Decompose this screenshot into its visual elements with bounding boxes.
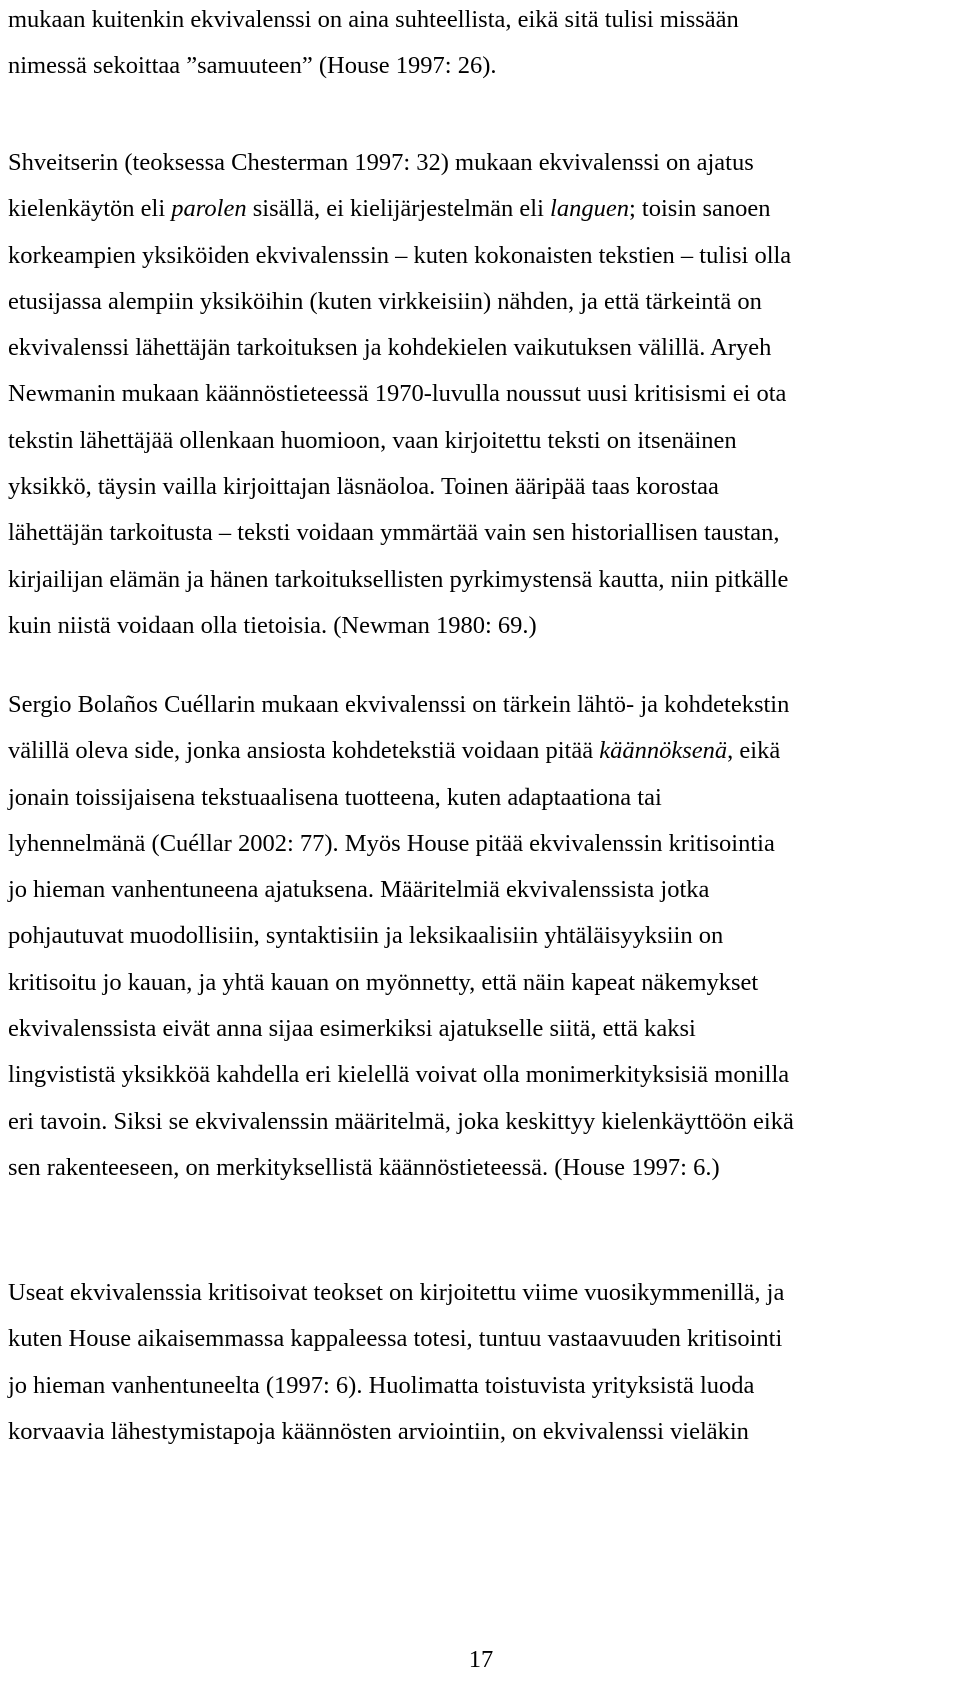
text-run: , eikä xyxy=(727,737,781,765)
text-line xyxy=(8,603,791,649)
text-run: korvaavia lähestymistapoja käännösten arviointiin, on ekvivalenssi vieläkin xyxy=(8,1417,749,1445)
text-run: jo hieman vanhentuneena ajatuksena. Määritelmiä ekvivalenssista jotka xyxy=(8,876,710,904)
text-run: jo hieman vanhentuneelta (1997: 6). Huolimatta toistuvista yrityksistä luoda xyxy=(8,1371,755,1399)
text-run: sen rakenteeseen, on merkityksellistä käännöstieteessä. (House 1997: 6.) xyxy=(8,1153,720,1181)
paragraph-3 xyxy=(8,682,794,1191)
italic-term: languen xyxy=(550,195,629,223)
text-line xyxy=(8,775,794,821)
text-line xyxy=(8,960,794,1006)
italic-term: parolen xyxy=(171,195,247,223)
text-line xyxy=(8,1363,784,1409)
text-line xyxy=(8,186,791,232)
text-line xyxy=(8,1316,784,1362)
text-run: ekvivalenssi lähettäjän tarkoituksen ja kohdekielen vaikutuksen välillä. Aryeh xyxy=(8,334,772,362)
text-line xyxy=(8,510,791,556)
text-run: lingvististä yksikköä kahdella eri kielellä voivat olla monimerkityksisiä monilla xyxy=(8,1061,790,1089)
text-run: Shveitserin (teoksessa Chesterman 1997: 32) mukaan ekvivalenssi on ajatus xyxy=(8,149,754,176)
text-run: ekvivalenssista eivät anna sijaa esimerkiksi ajatukselle siitä, että kaksi xyxy=(8,1015,696,1043)
paragraph-4 xyxy=(8,1270,784,1455)
text-run: tekstin lähettäjää ollenkaan huomioon, vaan kirjoitettu teksti on itsenäinen xyxy=(8,426,737,454)
text-run: kuten House aikaisemmassa kappaleessa totesi, tuntuu vastaavuuden kritisointi xyxy=(8,1325,783,1353)
text-run: pohjautuvat muodollisiin, syntaktisiin ja leksikaalisiin yhtäläisyyksiin on xyxy=(8,922,724,950)
text-run: korkeampien yksiköiden ekvivalenssin – kuten kokonaisten tekstien – tulisi olla xyxy=(8,241,792,269)
text-line xyxy=(8,821,794,867)
text-line xyxy=(8,1052,794,1098)
text-run: kuin niistä voidaan olla tietoisia. (Newman 1980: 69.) xyxy=(8,611,537,639)
text-line xyxy=(8,1099,794,1145)
text-run: yksikkö, täysin vailla kirjoittajan läsnäoloa. Toinen ääripää taas korostaa xyxy=(8,473,719,501)
text-line xyxy=(8,1409,784,1455)
text-line xyxy=(8,0,739,43)
text-run: lyhennelmänä (Cuéllar 2002: 77). Myös House pitää ekvivalenssin kritisointia xyxy=(8,829,775,857)
text-line xyxy=(8,43,739,89)
text-run: eri tavoin. Siksi se ekvivalenssin määritelmä, joka keskittyy kielenkäyttöön eikä xyxy=(8,1107,794,1135)
text-run: kielenkäytön eli xyxy=(8,195,172,223)
text-line xyxy=(8,371,791,417)
text-line xyxy=(8,233,791,279)
text-run: Sergio Bolaños Cuéllarin mukaan ekvivalenssi on tärkein lähtö- ja kohdetekstin xyxy=(8,691,790,718)
text-run: kritisoitu jo kauan, ja yhtä kauan on myönnetty, että näin kapeat näkemykset xyxy=(8,968,759,996)
text-run: etusijassa alempiin yksiköihin (kuten virkkeisiin) nähden, ja että tärkeintä on xyxy=(8,287,762,315)
paragraph-1 xyxy=(8,0,739,90)
text-run: jonain toissijaisena tekstuaalisena tuotteena, kuten adaptaationa tai xyxy=(8,783,662,811)
text-line xyxy=(8,1270,784,1316)
text-run: välillä oleva side, jonka ansiosta kohdetekstiä voidaan pitää xyxy=(8,737,600,765)
text-line xyxy=(8,1145,794,1191)
text-line xyxy=(8,682,794,728)
text-run: ; toisin sanoen xyxy=(628,195,771,223)
text-run: mukaan kuitenkin ekvivalenssi on aina suhteellista, eikä sitä tulisi missään xyxy=(8,6,739,33)
text-run: nimessä sekoittaa ”samuuteen” (House 1997: 26). xyxy=(8,52,497,80)
text-run: sisällä, ei kielijärjestelmän eli xyxy=(246,195,551,223)
text-line xyxy=(8,557,791,603)
text-line xyxy=(8,464,791,510)
paragraph-2 xyxy=(8,140,791,649)
text-run: Useat ekvivalenssia kritisoivat teokset on kirjoitettu viime vuosikymmenillä, ja xyxy=(8,1279,785,1306)
text-line xyxy=(8,728,794,774)
text-line xyxy=(8,867,794,913)
text-run: Newmanin mukaan käännöstieteessä 1970-luvulla noussut uusi kritisismi ei ota xyxy=(8,380,787,408)
text-line xyxy=(8,418,791,464)
page-number: 17 xyxy=(468,1646,494,1673)
italic-term: käännöksenä xyxy=(599,737,728,765)
text-line xyxy=(8,279,791,325)
text-run: lähettäjän tarkoitusta – teksti voidaan ymmärtää vain sen historiallisen taustan, xyxy=(8,519,780,547)
text-line xyxy=(8,1006,794,1052)
text-run: kirjailijan elämän ja hänen tarkoituksellisten pyrkimystensä kautta, niin pitkälle xyxy=(8,565,789,593)
text-line xyxy=(8,325,791,371)
text-line xyxy=(8,913,794,959)
text-line xyxy=(8,140,791,186)
